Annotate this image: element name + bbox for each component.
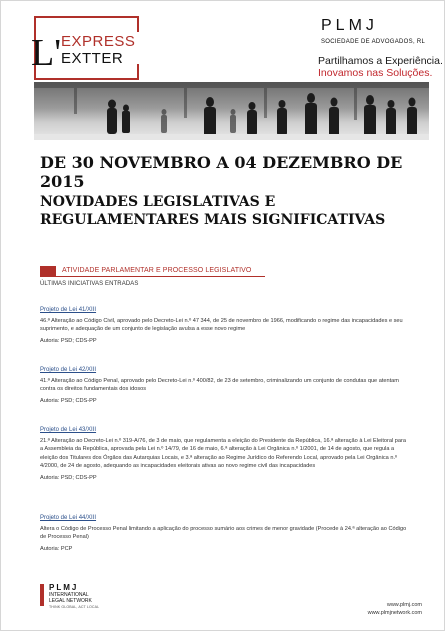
project-link[interactable]: Projeto de Lei 42/XIII [40, 367, 97, 373]
footer-network-line-1: INTERNATIONAL [49, 592, 89, 598]
footer-urls [368, 601, 422, 617]
footer-network-line-2: LEGAL NETWORK [49, 597, 92, 604]
list-item [40, 298, 410, 345]
newsletter-logo-express: EXPRESS [61, 33, 136, 50]
header-photo [34, 82, 429, 140]
tagline-experience: Partilhamos a Experiência. [318, 55, 443, 67]
firm-subtitle: SOCIEDADE DE ADVOGADOS, RL [321, 39, 426, 45]
item-authors: Autoria: PCP [40, 545, 73, 552]
section-marker [40, 266, 56, 277]
item-authors: Autoria: PSD; CDS-PP [40, 337, 97, 344]
item-description: 41.ª Alteração ao Código Penal, aprovado pelo Decreto-Lei n.º 400/82, de 23 de setembro, criminalizando um conjunto de condutas que atentam contra os direitos fundamentais dos idosos [40, 378, 399, 393]
firm-logo: PLMJ [321, 17, 378, 34]
project-link[interactable]: Projeto de Lei 43/XIII [40, 427, 97, 433]
footer-network [49, 593, 92, 604]
project-link[interactable]: Projeto de Lei 41/XIII [40, 307, 97, 313]
section-subtitle: ÚLTIMAS INICIATIVAS ENTRADAS [40, 281, 139, 287]
page-subtitle: NOVIDADES LEGISLATIVAS E REGULAMENTARES MAIS SIGNIFICATIVAS [40, 194, 386, 228]
newsletter-logo-letter: L' [31, 32, 62, 74]
item-description: 46.ª Alteração ao Código Civil, aprovado pelo Decreto-Lei n.º 47 344, de 25 de novembro de 1966, modificando o regime das incapacidades e seu suprimento, e adequação de um conjunto de legislação avulsa a esse novo regime [40, 318, 403, 333]
footer-logo-bar [40, 584, 44, 606]
footer-network-tagline: THINK GLOBAL, ACT LOCAL [49, 605, 100, 609]
page-title: DE 30 NOVEMBRO A 04 DEZEMBRO DE 2015 [40, 153, 403, 191]
item-authors: Autoria: PSD; CDS-PP [40, 397, 97, 404]
footer-url-network[interactable]: www.plmjnetwork.com [367, 610, 422, 616]
header [0, 0, 445, 140]
item-description: Altera o Código de Processo Penal limitando a aplicação do processo sumário aos crimes de menor gravidade (Procede à 24.ª alteração ao Código de Processo Penal) [40, 526, 407, 541]
section-underline [56, 276, 265, 277]
item-authors: Autoria: PSD; CDS-PP [40, 474, 97, 481]
footer-firm-logo: PLMJ [49, 583, 79, 592]
crowd-silhouettes [34, 82, 429, 140]
item-description: 21.ª Alteração ao Decreto-Lei n.º 319-A/76, de 3 de maio, que regulamenta a eleição do Presidente da República, 16.ª alteração à Lei Eleitoral para a Assembleia da República, aprovada pela Lei n.º 14/79, de 16 de maio, 6.ª alteração à Lei Orgânica n.º 1/2001, de 14 de agosto, que regula a eleição dos Titulares dos Órgãos das Autarquias Locais, e 3.ª alteração ao Regime Jurídico do Referendo Local, aprovado pela Lei Orgânica n.º 4/2000, de 24 de agosto, adequando as incapacidades eleitorais ativas ao novo regime civil das incapacidades [40, 438, 406, 470]
section-title: ATIVIDADE PARLAMENTAR E PROCESSO LEGISLATIVO [62, 267, 252, 274]
project-link[interactable]: Projeto de Lei 44/XIII [40, 515, 97, 521]
list-item [40, 506, 410, 553]
list-item [40, 418, 410, 482]
newsletter-logo-exter: EXTTER [61, 50, 124, 67]
footer-url-plmj[interactable]: www.plmj.com [386, 602, 422, 608]
tagline-solutions: Inovamos nas Soluções. [318, 67, 433, 79]
list-item [40, 358, 410, 405]
